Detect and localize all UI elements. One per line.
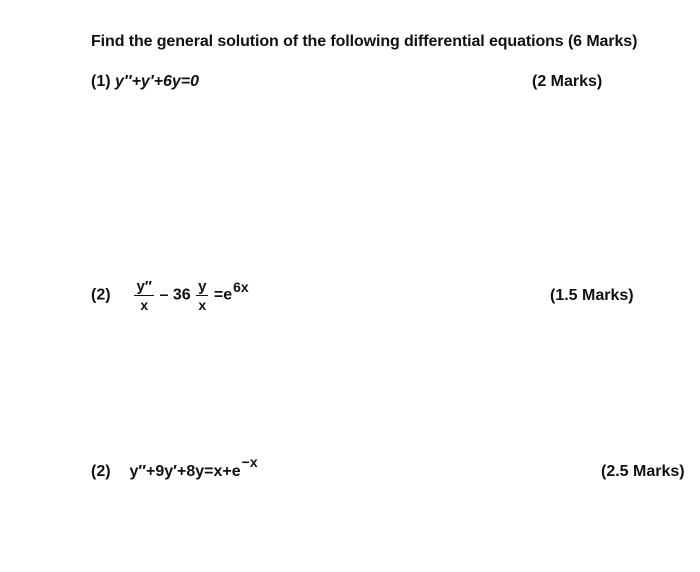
question-1-marks: (2 Marks) <box>532 73 603 90</box>
question-3-label: (2) <box>91 463 111 480</box>
question-2-fraction-1-denominator: x <box>140 297 149 313</box>
question-2-fraction-1 <box>134 279 154 312</box>
page-title: Find the general solution of the following differential equations (6 Marks) <box>91 33 638 50</box>
question-1-label: (1) <box>91 73 111 90</box>
question-1-equation: y′′+y′+6y=0 <box>115 73 200 90</box>
question-3-marks: (2.5 Marks) <box>601 463 685 480</box>
question-1 <box>91 73 199 91</box>
question-3-exponent: −x <box>241 454 258 470</box>
question-3-equation: y′′+9y′+8y=x+e <box>129 463 241 480</box>
question-2-exponent: 6x <box>233 278 249 295</box>
question-2-equals-e: =e <box>213 286 233 304</box>
question-2 <box>91 279 249 312</box>
question-2-label: (2) <box>91 286 111 304</box>
question-2-fraction-2-numerator: y <box>198 278 207 295</box>
question-2-minus-coefficient: – 36 <box>159 286 191 304</box>
question-2-fraction-2 <box>196 279 208 312</box>
question-2-fraction-2-denominator: x <box>198 297 207 313</box>
question-2-marks: (1.5 Marks) <box>550 287 634 304</box>
question-2-fraction-1-numerator: y′′ <box>136 278 153 295</box>
question-3 <box>91 454 258 481</box>
